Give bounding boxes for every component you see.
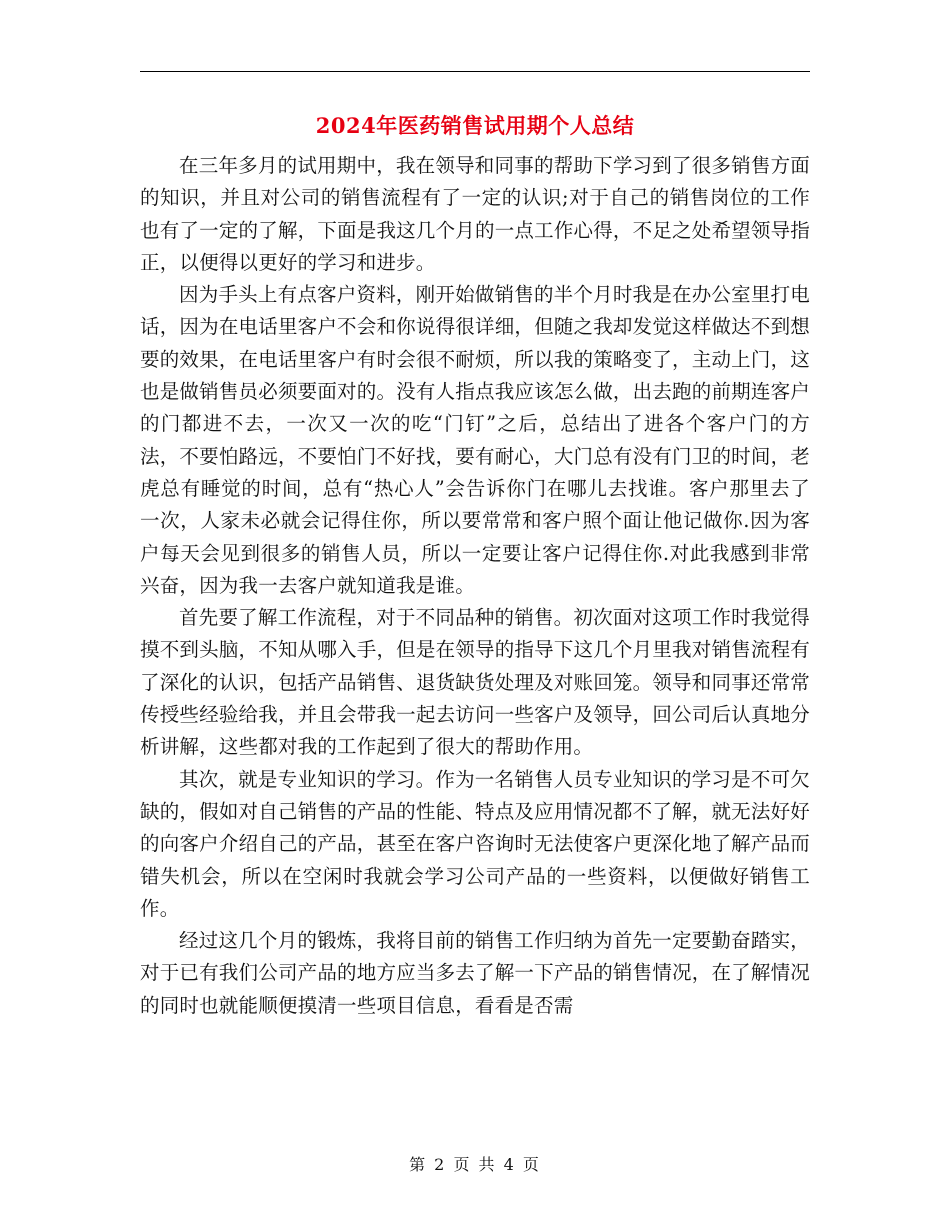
document-title: 2024年医药销售试用期个人总结 xyxy=(315,113,635,138)
paragraph-5: 经过这几个月的锻炼，我将目前的销售工作归纳为首先一定要勤奋踏实，对于已有我们公司产品的地方应当多去了解一下产品的销售情况，在了解情况的同时也就能顺便摸清一些项目信息，看看是否需 xyxy=(140,929,810,1017)
document-body xyxy=(140,150,810,1022)
page-footer: 第 2 页 共 4 页 xyxy=(409,1155,541,1174)
paragraph-2: 因为手头上有点客户资料，刚开始做销售的半个月时我是在办公室里打电话，因为在电话里客户不会和你说得很详细，但随之我却发觉这样做达不到想要的效果，在电话里客户有时会很不耐烦，所以我的策略变了，主动上门，这也是做销售员必须要面对的。没有人指点我应该怎么做，出去跑的前期连客户的门都进不去，一次又一次的吃“门钉”之后，总结出了进各个客户门的方法，不要怕路远，不要怕门不好找，要有耐心，大门总有没有门卫的时间，老虎总有睡觉的时间，总有“热心人”会告诉你门在哪儿去找谁。客户那里去了一次，人家未必就会记得住你，所以要常常和客户照个面让他记做你.因为客户每天会见到很多的销售人员，所以一定要让客户记得住你.对此我感到非常兴奋，因为我一去客户就知道我是谁。 xyxy=(140,283,810,597)
paragraph-3: 首先要了解工作流程，对于不同品种的销售。初次面对这项工作时我觉得摸不到头脑，不知从哪入手，但是在领导的指导下这几个月里我对销售流程有了深化的认识，包括产品销售、退货缺货处理及对账回笼。领导和同事还常常传授些经验给我，并且会带我一起去访问一些客户及领导，回公司后认真地分析讲解，这些都对我的工作起到了很大的帮助作用。 xyxy=(140,606,810,759)
paragraph-4: 其次，就是专业知识的学习。作为一名销售人员专业知识的学习是不可欠缺的，假如对自己销售的产品的性能、特点及应用情况都不了解，就无法好好的向客户介绍自己的产品，甚至在客户咨询时无法使客户更深化地了解产品而错失机会，所以在空闲时我就会学习公司产品的一些资料，以便做好销售工作。 xyxy=(140,767,810,920)
paragraph-1: 在三年多月的试用期中，我在领导和同事的帮助下学习到了很多销售方面的知识，并且对公司的销售流程有了一定的认识;对于自己的销售岗位的工作也有了一定的了解，下面是我这几个月的一点工作心得，不足之处希望领导指正，以便得以更好的学习和进步。 xyxy=(140,154,810,274)
header-rule xyxy=(140,71,810,72)
